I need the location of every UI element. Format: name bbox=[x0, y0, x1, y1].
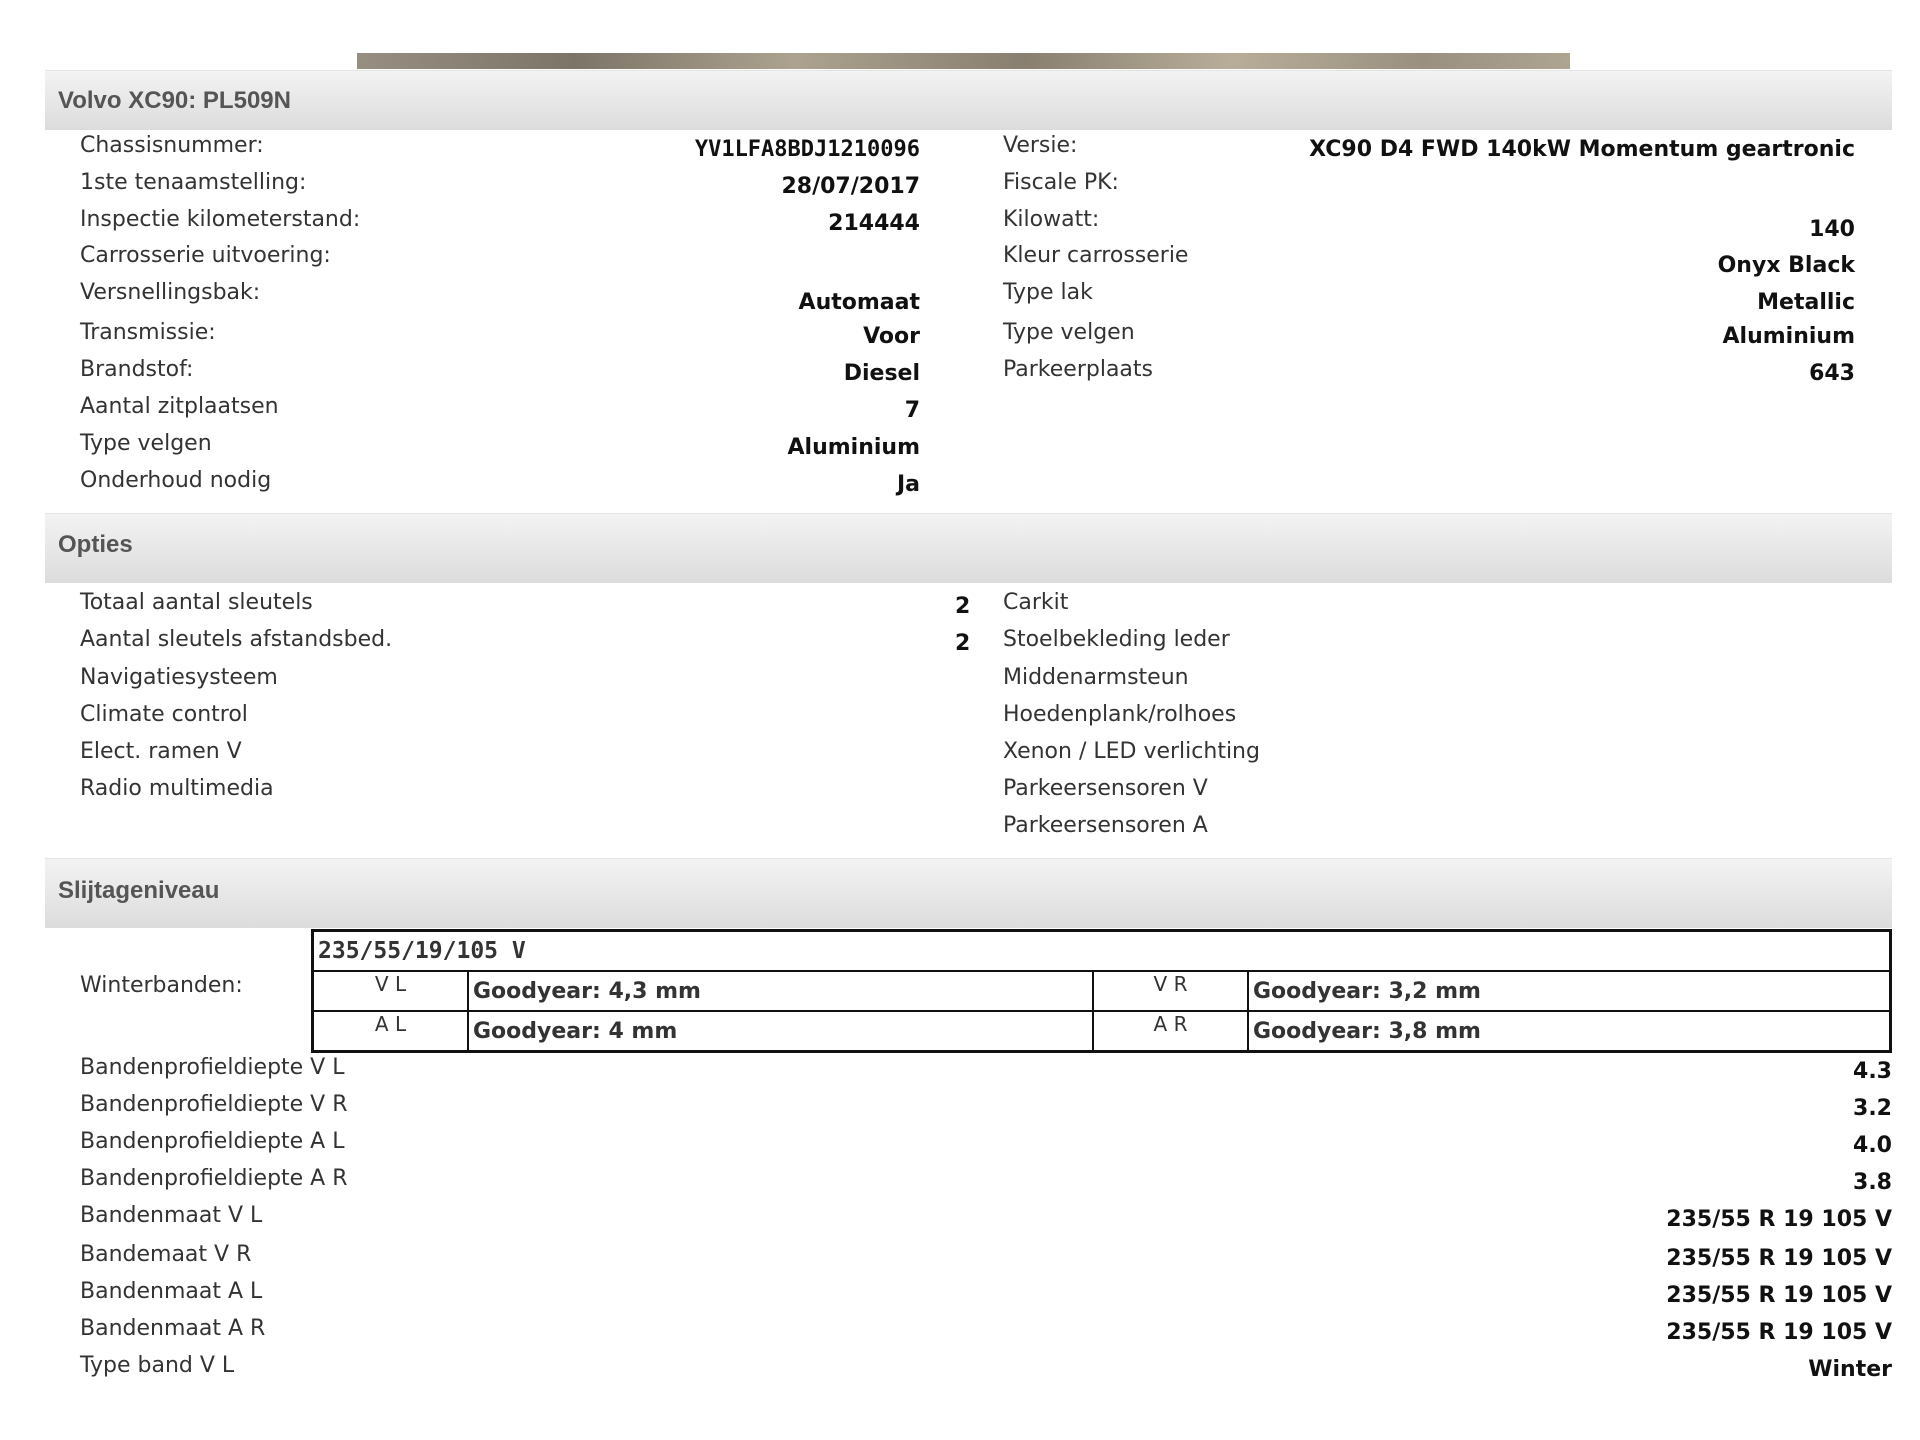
wear-row bbox=[0, 1199, 1892, 1233]
row-value: 7 bbox=[904, 398, 920, 423]
wear-label: Bandenprofieldiepte V R bbox=[80, 1092, 348, 1117]
row-label: Chassisnummer: bbox=[80, 133, 264, 158]
row-label: Brandstof: bbox=[80, 357, 194, 382]
wear-header: Slijtageniveau bbox=[45, 858, 1892, 928]
wear-label: Type band V L bbox=[80, 1353, 235, 1378]
wear-value: 235/55 R 19 105 V bbox=[1666, 1207, 1892, 1232]
option-label: Climate control bbox=[80, 702, 248, 727]
vehicle-row bbox=[0, 390, 930, 424]
vehicle-row bbox=[0, 239, 930, 273]
option-row bbox=[0, 772, 980, 806]
row-value: 643 bbox=[1809, 361, 1855, 386]
tire-position: V L bbox=[313, 971, 469, 1011]
row-label: Carrosserie uitvoering: bbox=[80, 243, 331, 268]
vehicle-row bbox=[1003, 353, 1855, 387]
tire-position: A L bbox=[313, 1011, 469, 1052]
vehicle-row bbox=[1003, 129, 1855, 163]
wear-row bbox=[0, 1088, 1892, 1122]
vehicle-row bbox=[1003, 166, 1855, 200]
vehicle-photo bbox=[357, 53, 1570, 69]
option-label: Aantal sleutels afstandsbed. bbox=[80, 627, 393, 652]
row-label: Fiscale PK: bbox=[1003, 170, 1119, 195]
option-item: Stoelbekleding leder bbox=[1003, 627, 1230, 652]
wear-row bbox=[0, 1125, 1892, 1159]
tire-position: V R bbox=[1093, 971, 1248, 1011]
option-row bbox=[0, 698, 980, 732]
row-label: Kleur carrosserie bbox=[1003, 243, 1189, 268]
wear-value: 4.3 bbox=[1853, 1059, 1892, 1084]
option-label: Navigatiesysteem bbox=[80, 665, 278, 690]
row-value: 28/07/2017 bbox=[781, 174, 920, 199]
option-value: 2 bbox=[955, 631, 971, 656]
option-row bbox=[0, 623, 980, 657]
tire-tread: Goodyear: 4,3 mm bbox=[468, 971, 1093, 1011]
vehicle-row bbox=[1003, 316, 1855, 350]
wear-label: Bandemaat V R bbox=[80, 1242, 252, 1267]
wear-value: Winter bbox=[1808, 1357, 1892, 1382]
row-value: XC90 D4 FWD 140kW Momentum geartronic bbox=[1309, 137, 1855, 162]
option-value: 2 bbox=[955, 594, 971, 619]
wear-row bbox=[0, 1238, 1892, 1272]
option-item: Parkeersensoren A bbox=[1003, 813, 1208, 838]
row-label: Parkeerplaats bbox=[1003, 357, 1154, 382]
vehicle-row bbox=[0, 464, 930, 498]
wear-value: 235/55 R 19 105 V bbox=[1666, 1246, 1892, 1271]
wear-row bbox=[0, 1162, 1892, 1196]
options-header: Opties bbox=[45, 513, 1892, 583]
vehicle-row bbox=[0, 129, 930, 163]
vehicle-row bbox=[0, 203, 930, 237]
row-value: Aluminium bbox=[1722, 324, 1855, 349]
row-value: Diesel bbox=[843, 361, 920, 386]
row-label: Versie: bbox=[1003, 133, 1078, 158]
option-item: Middenarmsteun bbox=[1003, 665, 1189, 690]
tire-size: 235/55/19/105 V bbox=[313, 931, 1891, 972]
wear-row bbox=[0, 1349, 1892, 1383]
vehicle-row bbox=[1003, 203, 1855, 242]
row-label: Aantal zitplaatsen bbox=[80, 394, 279, 419]
vehicle-row bbox=[0, 427, 930, 461]
wear-label: Bandenprofieldiepte A L bbox=[80, 1129, 345, 1154]
row-label: Transmissie: bbox=[80, 320, 216, 345]
vehicle-row bbox=[1003, 239, 1855, 278]
row-label: Versnellingsbak: bbox=[80, 280, 261, 305]
vehicle-row bbox=[0, 276, 930, 315]
wear-row bbox=[0, 1275, 1892, 1309]
option-label: Totaal aantal sleutels bbox=[80, 590, 313, 615]
wear-row bbox=[0, 1051, 1892, 1085]
row-label: Type velgen bbox=[80, 431, 212, 456]
wear-value: 4.0 bbox=[1853, 1133, 1892, 1158]
wear-value: 3.2 bbox=[1853, 1096, 1892, 1121]
row-value: Metallic bbox=[1757, 290, 1855, 315]
wear-label: Bandenmaat V L bbox=[80, 1203, 263, 1228]
wear-label: Bandenmaat A L bbox=[80, 1279, 263, 1304]
tire-row-rear bbox=[313, 1011, 1891, 1052]
vehicle-row bbox=[0, 166, 930, 200]
option-label: Radio multimedia bbox=[80, 776, 274, 801]
tire-tread: Goodyear: 3,8 mm bbox=[1248, 1011, 1891, 1052]
wear-value: 3.8 bbox=[1853, 1170, 1892, 1195]
vehicle-row bbox=[1003, 276, 1855, 315]
row-value: 214444 bbox=[828, 211, 920, 236]
row-label: Inspectie kilometerstand: bbox=[80, 207, 361, 232]
option-row bbox=[0, 661, 980, 695]
wear-row bbox=[0, 1312, 1892, 1346]
row-value: YV1LFA8BDJ1210096 bbox=[694, 137, 920, 162]
row-value: Onyx Black bbox=[1717, 253, 1855, 278]
row-value: Automaat bbox=[798, 290, 920, 315]
option-row bbox=[0, 735, 980, 769]
option-item: Xenon / LED verlichting bbox=[1003, 739, 1260, 764]
vehicle-header: Volvo XC90: PL509N bbox=[45, 70, 1892, 130]
wear-label: Bandenmaat A R bbox=[80, 1316, 266, 1341]
wear-label: Bandenprofieldiepte A R bbox=[80, 1166, 348, 1191]
option-item: Carkit bbox=[1003, 590, 1069, 615]
winter-tires-label: Winterbanden: bbox=[80, 973, 243, 998]
tire-position: A R bbox=[1093, 1011, 1248, 1052]
option-item: Parkeersensoren V bbox=[1003, 776, 1208, 801]
tire-size-row bbox=[313, 931, 1891, 972]
vehicle-row bbox=[0, 316, 930, 350]
tire-row-front bbox=[313, 971, 1891, 1011]
row-label: 1ste tenaamstelling: bbox=[80, 170, 307, 195]
option-label: Elect. ramen V bbox=[80, 739, 242, 764]
option-item: Hoedenplank/rolhoes bbox=[1003, 702, 1237, 727]
row-value: 140 bbox=[1809, 217, 1855, 242]
row-value: Aluminium bbox=[787, 435, 920, 460]
row-value: Voor bbox=[863, 324, 920, 349]
tire-tread: Goodyear: 4 mm bbox=[468, 1011, 1093, 1052]
row-label: Type velgen bbox=[1003, 320, 1135, 345]
row-label: Kilowatt: bbox=[1003, 207, 1100, 232]
winter-tires-table bbox=[311, 929, 1892, 1053]
row-value: Ja bbox=[896, 472, 920, 497]
row-label: Type lak bbox=[1003, 280, 1093, 305]
wear-value: 235/55 R 19 105 V bbox=[1666, 1320, 1892, 1345]
wear-label: Bandenprofieldiepte V L bbox=[80, 1055, 345, 1080]
option-row bbox=[0, 586, 980, 620]
wear-value: 235/55 R 19 105 V bbox=[1666, 1283, 1892, 1308]
vehicle-row bbox=[0, 353, 930, 387]
row-label: Onderhoud nodig bbox=[80, 468, 272, 493]
tire-tread: Goodyear: 3,2 mm bbox=[1248, 971, 1891, 1011]
